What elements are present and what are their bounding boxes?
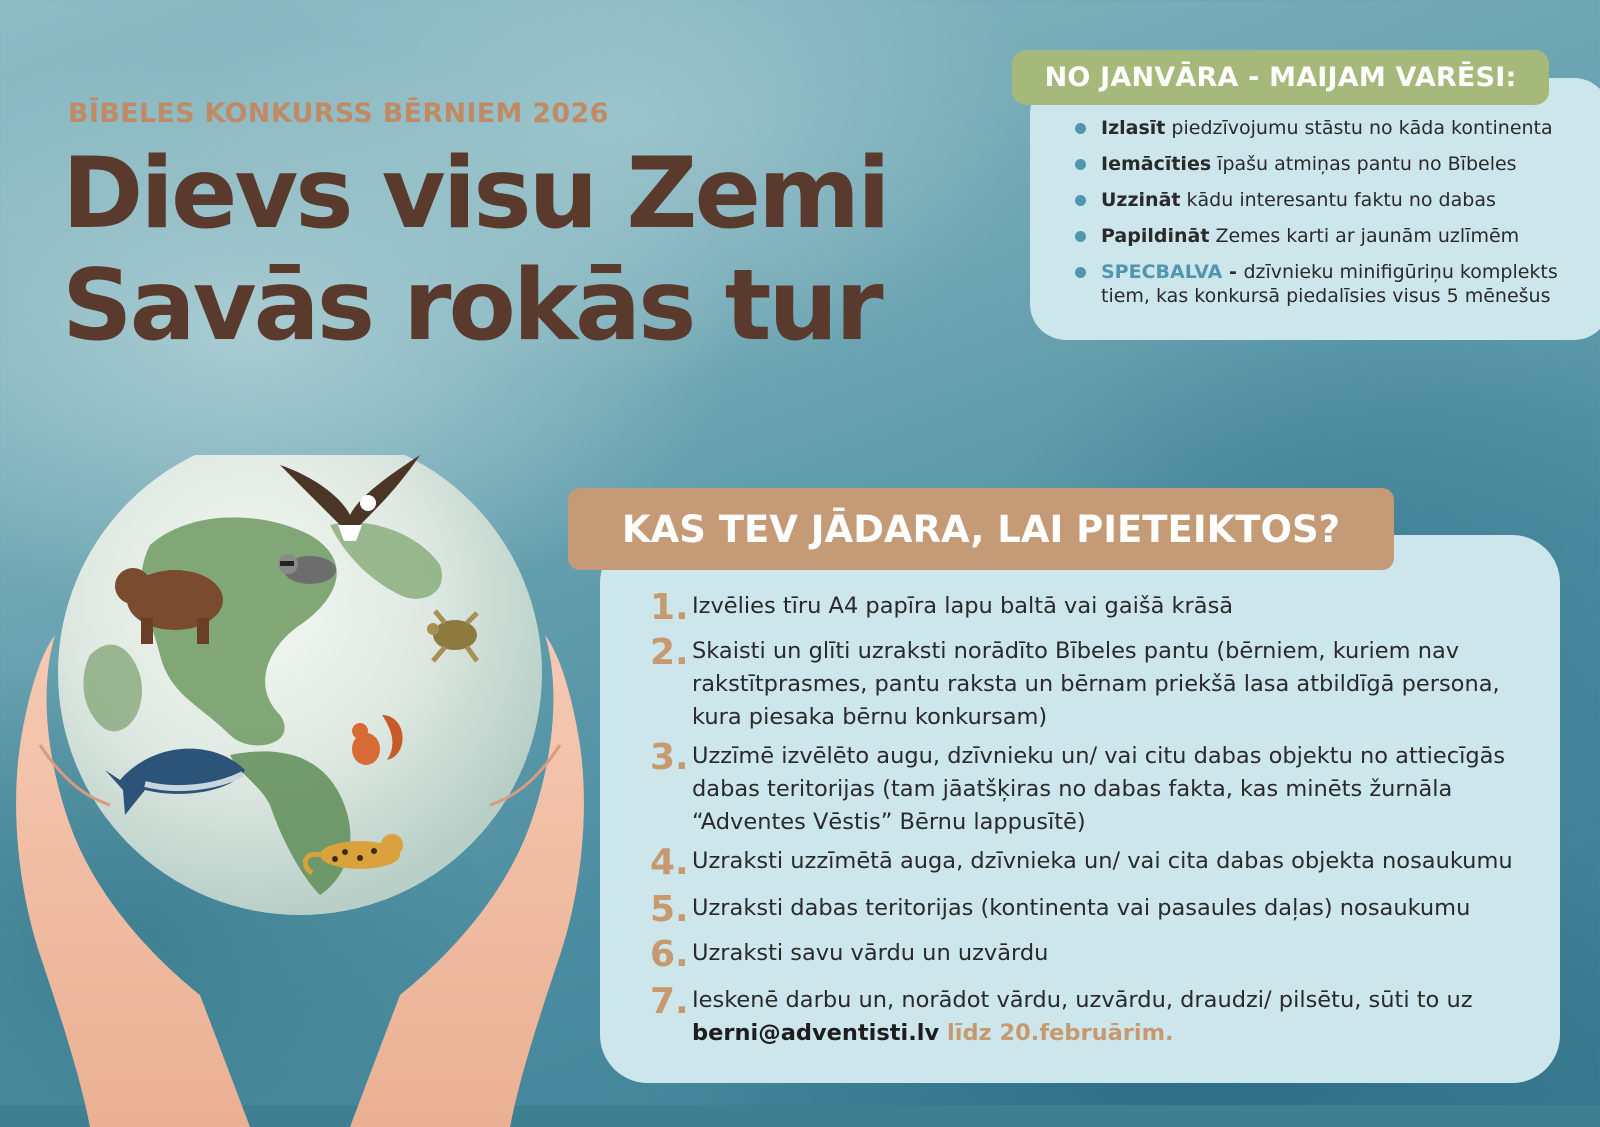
steps-header: KAS TEV JĀDARA, LAI PIETEIKTOS? [568,488,1394,570]
globe-image [58,455,542,915]
step-7: 7. Ieskenē darbu un, norādot vārdu, uzvārdu, draudzi/ pilsētu, sūti to uz berni@adventisti.lv līdz 20.februārim. [650,981,1473,1046]
page-title [62,138,888,362]
info-item: Iemācīties īpašu atmiņas pantu no Bībeles [1075,152,1575,176]
deadline: līdz 20.februārim. [939,1020,1174,1046]
contest-subtitle: BĪBELES KONKURSS BĒRNIEM 2026 [68,98,609,129]
info-item: Papildināt Zemes karti ar jaunām uzlīmēm [1075,224,1575,248]
step-6: 6. Uzraksti savu vārdu un uzvārdu [650,934,1049,975]
step-1: 1. Izvēlies tīru A4 papīra lapu baltā vai gaišā krāsā [650,587,1234,628]
info-item: Izlasīt piedzīvojumu stāstu no kāda kontinenta [1075,116,1575,140]
title-line-1: Dievs visu Zemi [62,137,888,251]
globe-hands-illustration [0,455,600,1127]
info-header: NO JANVĀRA - MAIJAM VARĒSI: [1012,50,1549,105]
info-item: Uzzināt kādu interesantu faktu no dabas [1075,188,1575,212]
contact-email[interactable]: berni@adventisti.lv [692,1020,940,1046]
info-item-special-prize: SPECBALVA - dzīvnieku minifigūriņu komplekts tiem, kas konkursā piedalīsies visus 5 mēnešus [1075,260,1575,308]
step-4: 4. Uzraksti uzzīmētā auga, dzīvnieka un/ vai cita dabas objekta nosaukumu [650,842,1513,883]
title-line-2: Savās rokās tur [62,249,881,363]
step-5: 5. Uzraksti dabas teritorijas (kontinenta vai pasaules daļas) nosaukumu [650,889,1471,930]
step-3: 3. Uzzīmē izvēlēto augu, dzīvnieku un/ vai citu dabas objektu no attiecīgās dabas teritorijas (tam jāatšķiras no dabas fakta, kas minēts žurnāla “Adventes Vēstis” Bērnu lappusītē) [650,737,1506,835]
step-2: 2. Skaisti un glīti uzraksti norādīto Bībeles pantu (bērniem, kuriem nav rakstītprasmes, pantu raksta un bērnam priekšā lasa atbildīgā persona, kura piesaka bērnu konkursam) [650,632,1500,730]
info-list [1075,116,1575,320]
